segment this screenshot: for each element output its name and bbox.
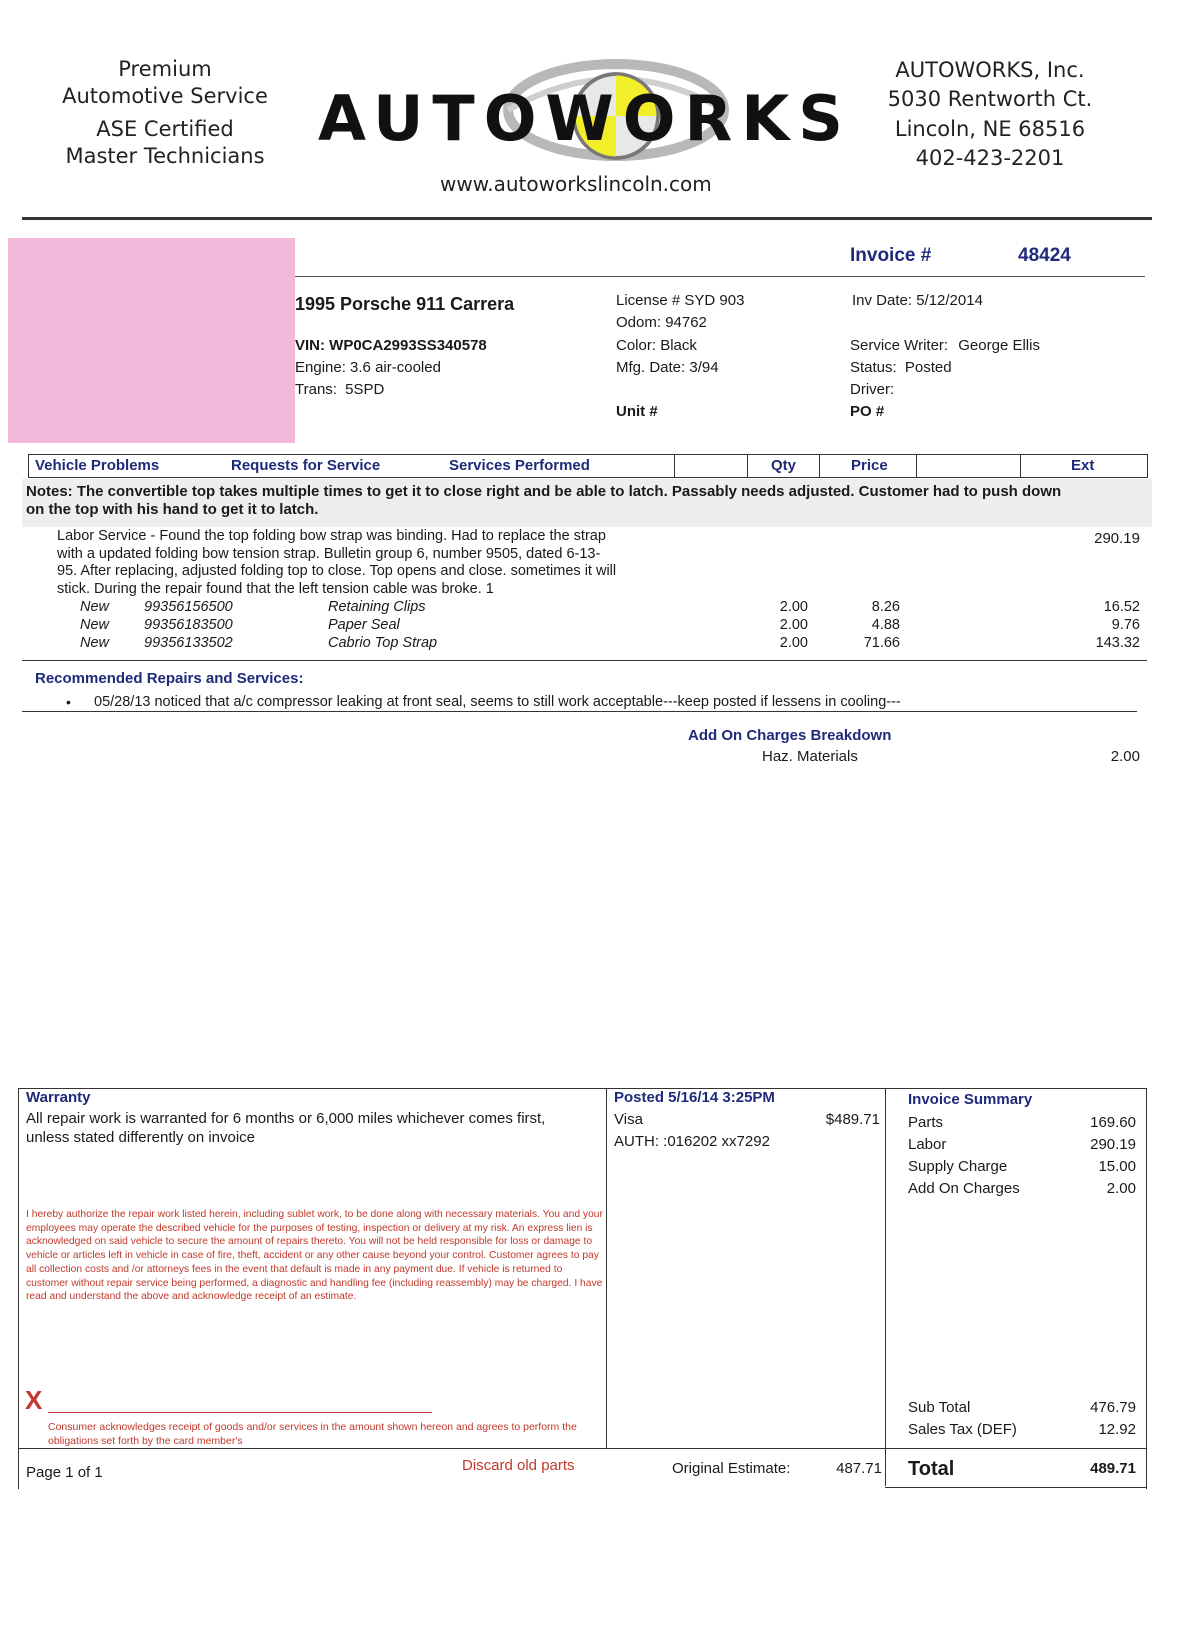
recommended-rule <box>22 711 1137 712</box>
status-label: Status: <box>850 359 897 376</box>
total-label: Total <box>908 1458 955 1480</box>
col-requests-for-service: Requests for Service <box>231 457 381 474</box>
header-divider <box>22 217 1152 220</box>
service-writer-label: Service Writer: <box>850 337 949 354</box>
vehicle-vin: VIN: WP0CA2993SS340578 <box>295 337 487 354</box>
col-qty: Qty <box>771 457 797 474</box>
logo-wordmark: AUTOWORKS <box>318 82 852 155</box>
summary-row <box>908 1156 1136 1178</box>
summary-label: Parts <box>908 1114 944 1131</box>
items-end-rule <box>22 660 1147 661</box>
summary-title: Invoice Summary <box>908 1091 1033 1108</box>
labor-description <box>57 528 616 598</box>
invoice-date: Inv Date: 5/12/2014 <box>852 292 983 309</box>
company-address-block <box>860 56 1120 174</box>
company-line: Lincoln, NE 68516 <box>894 116 1086 141</box>
trans-value: 5SPD <box>345 381 385 398</box>
labor-line: stick. During the repair found that the left tension cable was broke. 1 <box>57 580 494 597</box>
part-row <box>0 599 1200 617</box>
part-condition: New <box>80 617 110 633</box>
part-number: 99356156500 <box>144 599 233 615</box>
po-field: PO # <box>850 403 885 420</box>
add-on-item: Haz. Materials <box>762 748 858 765</box>
engine-value: 3.6 air-cooled <box>350 359 441 376</box>
part-condition: New <box>80 599 110 615</box>
original-estimate-value: 487.71 <box>836 1460 882 1477</box>
mfg-label: Mfg. Date: <box>616 359 686 376</box>
consumer-acknowledgement: Consumer acknowledges receipt of goods and/or services in the amount shown hereon and agrees to perform the obligations set forth by the card member's <box>48 1421 577 1447</box>
labor-ext: 290.19 <box>1094 530 1140 547</box>
discard-parts-note: Discard old parts <box>462 1457 575 1474</box>
summary-rows <box>908 1112 1136 1200</box>
warranty-text: All repair work is warranted for 6 months or 6,000 miles whichever comes first, <box>26 1110 546 1127</box>
website-text: www.autoworkslincoln.com <box>440 172 712 196</box>
summary-label: Supply Charge <box>908 1158 1008 1175</box>
summary-row <box>908 1112 1136 1134</box>
labor-line: with a updated folding bow tension strap. Bulletin group 6, number 9505, dated 6-13- <box>57 545 601 562</box>
part-qty: 2.00 <box>779 635 808 651</box>
odom-label: Odom: <box>616 314 662 331</box>
mfg-date-field <box>616 359 719 376</box>
tagline-line: Automotive Service <box>62 83 268 108</box>
original-estimate-label: Original Estimate: <box>672 1460 791 1477</box>
company-line: 5030 Rentworth Ct. <box>887 87 1093 112</box>
signature-x: X <box>25 1385 43 1415</box>
part-description: Paper Seal <box>328 617 400 633</box>
part-price: 8.26 <box>871 599 900 615</box>
odom-value: 94762 <box>665 314 707 331</box>
tagline-line: ASE Certified <box>96 116 234 141</box>
signature-line[interactable] <box>48 1412 432 1413</box>
part-qty: 2.00 <box>779 599 808 615</box>
box-divider <box>885 1088 886 1486</box>
company-line: AUTOWORKS, Inc. <box>895 58 1085 82</box>
recommended-item: 05/28/13 noticed that a/c compressor leaking at front seal, seems to still work acceptable---keep posted if lessens in cooling--- <box>94 694 901 710</box>
summary-value: 2.00 <box>1106 1180 1136 1197</box>
box-divider <box>606 1088 607 1448</box>
service-writer-name: George Ellis <box>958 337 1040 354</box>
part-ext: 16.52 <box>1103 599 1140 615</box>
vehicle-title: 1995 Porsche 911 Carrera <box>295 294 515 314</box>
color-value: Black <box>660 337 697 354</box>
notes-line: Notes: The convertible top takes multiple times to get it to close right and be able to latch. Passably needs adjusted. Customer had to push down <box>26 483 1062 500</box>
company-logo <box>318 58 878 168</box>
part-ext: 9.76 <box>1111 617 1140 633</box>
part-description: Cabrio Top Strap <box>328 635 438 651</box>
customer-info-redaction <box>8 238 295 443</box>
sales-tax-label: Sales Tax (DEF) <box>908 1421 1017 1438</box>
recommended-title: Recommended Repairs and Services: <box>35 670 304 687</box>
add-on-title: Add On Charges Breakdown <box>688 727 892 744</box>
col-ext: Ext <box>1071 457 1095 474</box>
total-value: 489.71 <box>1090 1460 1136 1477</box>
invoice-number: 48424 <box>1018 245 1071 266</box>
summary-value: 15.00 <box>1098 1158 1136 1175</box>
part-price: 71.66 <box>863 635 900 651</box>
summary-row <box>908 1178 1136 1200</box>
tagline-line: Premium <box>118 57 212 81</box>
summary-label: Add On Charges <box>908 1180 1020 1197</box>
part-price: 4.88 <box>871 617 900 633</box>
payment-amount: $489.71 <box>825 1111 880 1128</box>
labor-line: Labor Service - Found the top folding bow strap was binding. Had to replace the strap <box>57 528 606 544</box>
vehicle-trans <box>295 381 384 398</box>
recommended-bullet: • <box>66 694 71 710</box>
invoice-underline <box>295 276 1145 277</box>
unit-field: Unit # <box>616 403 658 420</box>
part-number: 99356133502 <box>144 635 233 651</box>
subtotal-label: Sub Total <box>908 1399 971 1416</box>
summary-value: 169.60 <box>1090 1114 1136 1131</box>
line-items-header <box>28 454 1148 478</box>
part-ext: 143.32 <box>1095 635 1140 651</box>
col-services-performed: Services Performed <box>449 457 590 474</box>
box-bottom-rule <box>18 1448 1146 1449</box>
status-value: Posted <box>904 359 952 376</box>
status-field <box>850 359 952 376</box>
license-field: License # SYD 903 <box>616 292 745 309</box>
add-on-amount: 2.00 <box>1110 748 1140 765</box>
tagline-block <box>40 56 290 170</box>
part-condition: New <box>80 635 110 651</box>
page-indicator: Page 1 of 1 <box>26 1464 103 1481</box>
payment-method: Visa <box>614 1111 643 1128</box>
warranty-title: Warranty <box>26 1089 91 1106</box>
summary-row <box>908 1134 1136 1156</box>
part-qty: 2.00 <box>779 617 808 633</box>
company-line: 402-423-2201 <box>915 146 1065 171</box>
engine-label: Engine: <box>295 359 346 376</box>
color-field <box>616 337 697 354</box>
vehicle-engine <box>295 359 441 376</box>
part-row <box>0 617 1200 635</box>
authorization-text: I hereby authorize the repair work listed herein, including sublet work, to be done along with necessary materials. You and your employees may operate the described vehicle for the purposes of testing, inspection or delivery at my risk. An express lien is acknowledged on said vehicle to secure the amount of repairs thereto. You will not be held responsible for loss or damage to vehicle or articles left in vehicle in case of fire, theft, accident or any other cause beyond your control. Customer agrees to pay all collection costs and /or attorneys fees in the event that default is made in any payment due. If vehicle is returned to customer without repair service being performed, a diagnostic and handling fee (including reassembly) may be charged. I have read and understand the above and acknowledge receipt of an estimate. <box>26 1209 603 1303</box>
col-price: Price <box>851 457 888 474</box>
subtotal-value: 476.79 <box>1090 1399 1136 1416</box>
invoice-label: Invoice # <box>850 245 932 266</box>
posted-stamp: Posted 5/16/14 3:25PM <box>614 1089 775 1106</box>
summary-label: Labor <box>908 1136 947 1153</box>
tagline-line: Master Technicians <box>65 143 265 168</box>
part-row <box>0 635 1200 653</box>
odometer-field <box>616 314 707 331</box>
sales-tax-value: 12.92 <box>1098 1421 1136 1438</box>
warranty-text: unless stated differently on invoice <box>26 1129 256 1146</box>
driver-field: Driver: <box>850 381 895 398</box>
mfg-value: 3/94 <box>689 359 719 376</box>
notes-line: on the top with his hand to get it to latch. <box>26 501 319 518</box>
service-writer <box>850 337 1040 354</box>
part-number: 99356183500 <box>144 617 233 633</box>
trans-label: Trans: <box>295 381 337 398</box>
part-description: Retaining Clips <box>328 599 426 615</box>
payment-auth: AUTH: :016202 xx7292 <box>614 1133 770 1150</box>
summary-value: 290.19 <box>1090 1136 1136 1153</box>
col-vehicle-problems: Vehicle Problems <box>35 457 160 474</box>
total-rule <box>885 1487 1146 1488</box>
labor-line: 95. After replacing, adjusted folding top to close. Top opens and close. sometimes it will <box>57 563 617 579</box>
logo-graphic <box>318 58 878 168</box>
color-label: Color: <box>616 337 657 354</box>
